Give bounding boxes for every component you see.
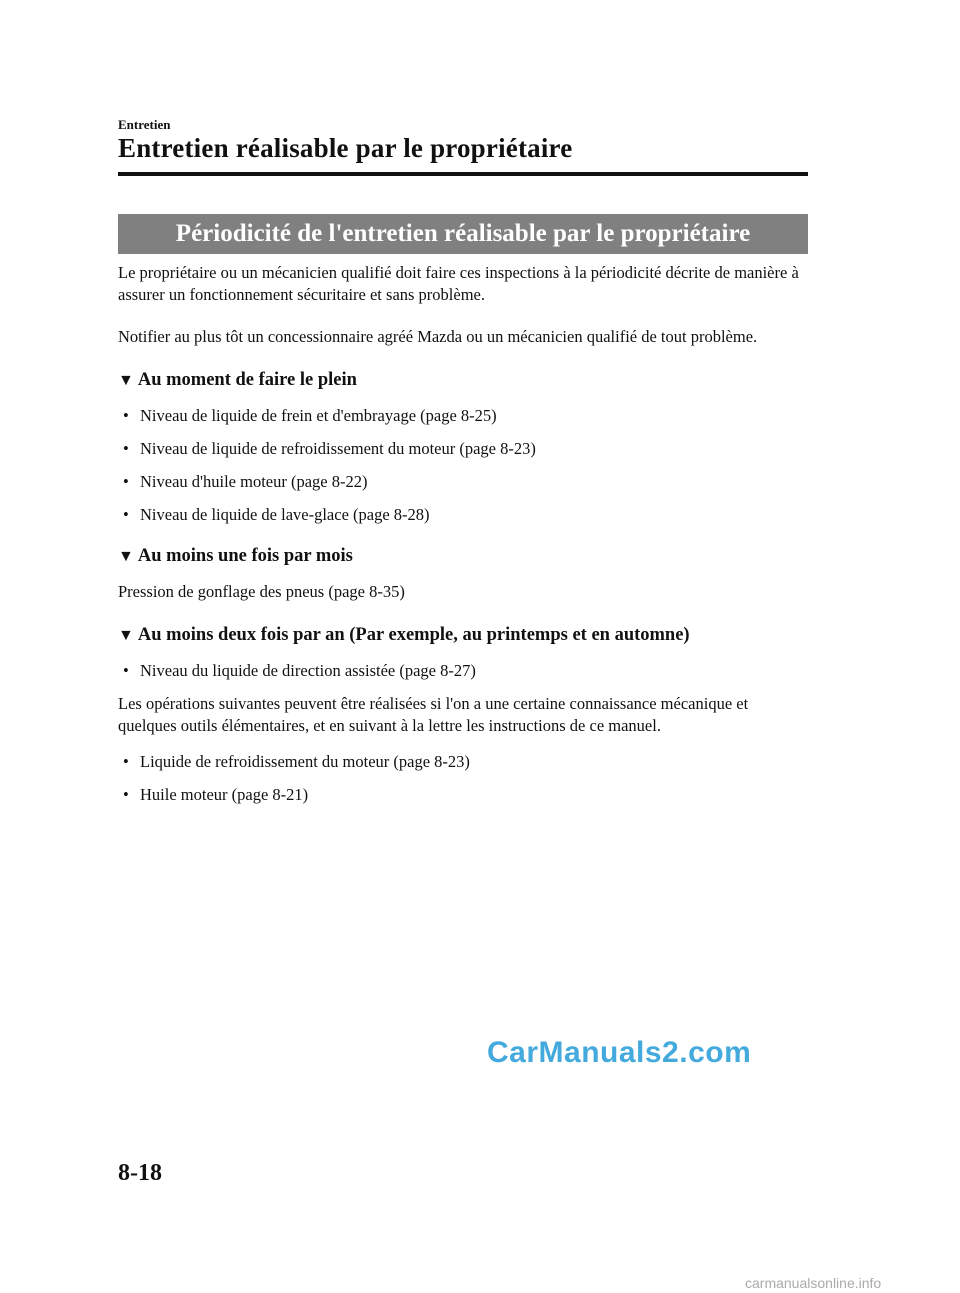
list-item-text: Niveau de liquide de lave-glace (page 8-28) <box>140 505 430 524</box>
checklist <box>118 660 808 682</box>
list-item-text: Liquide de refroidissement du moteur (page 8-23) <box>140 752 470 771</box>
triangle-down-icon: ▼ <box>118 627 134 644</box>
checklist <box>118 405 808 526</box>
title-rule <box>118 172 808 176</box>
bullet-icon: • <box>123 661 129 680</box>
triangle-down-icon: ▼ <box>118 372 134 389</box>
list-item <box>118 471 808 493</box>
intro-paragraph: Notifier au plus tôt un concessionnaire agréé Mazda ou un mécanicien qualifié de tout problème. <box>118 327 758 346</box>
watermark: CarManuals2.com <box>487 1036 752 1069</box>
list-item <box>118 660 808 682</box>
list-item <box>118 784 808 806</box>
bullet-icon: • <box>123 785 129 804</box>
bullet-icon: • <box>123 752 129 771</box>
list-item-text: Niveau de liquide de frein et d'embrayage (page 8-25) <box>140 406 497 425</box>
bullet-icon: • <box>123 439 129 458</box>
section-heading-text: Au moins une fois par mois <box>137 546 353 566</box>
page-number: 8-18 <box>118 1160 162 1186</box>
list-item-text: Niveau du liquide de direction assistée (page 8-27) <box>140 661 476 680</box>
chapter-title: Entretien réalisable par le propriétaire <box>118 133 573 163</box>
list-item <box>118 504 808 526</box>
section-paragraph: Pression de gonflage des pneus (page 8-35) <box>118 582 405 601</box>
section-heading <box>118 544 808 569</box>
list-item <box>118 405 808 427</box>
footer-url: carmanualsonline.info <box>745 1275 882 1291</box>
list-item-text: Niveau de liquide de refroidissement du moteur (page 8-23) <box>140 439 536 458</box>
bullet-icon: • <box>123 505 129 524</box>
section-label: Entretien <box>118 117 171 132</box>
checklist <box>118 751 808 806</box>
bullet-icon: • <box>123 472 129 491</box>
section-heading-text: Au moment de faire le plein <box>137 370 357 390</box>
bullet-icon: • <box>123 406 129 425</box>
list-item <box>118 438 808 460</box>
list-item-text: Huile moteur (page 8-21) <box>140 785 309 804</box>
content <box>118 262 808 824</box>
section-heading-text: Au moins deux fois par an (Par exemple, au printemps et en automne) <box>137 625 690 645</box>
list-item <box>118 751 808 773</box>
triangle-down-icon: ▼ <box>118 548 134 565</box>
section-paragraph: Les opérations suivantes peuvent être réalisées si l'on a une certaine connaissance mécanique et quelques outils élémentaires, et en suivant à la lettre les instructions de ce manuel. <box>118 694 749 735</box>
section-heading <box>118 623 808 648</box>
intro-paragraph: Le propriétaire ou un mécanicien qualifié doit faire ces inspections à la périodicité décrite de manière à assurer un fonctionnement sécuritaire et sans problème. <box>118 263 799 304</box>
section-heading <box>118 368 808 393</box>
section-banner: Périodicité de l'entretien réalisable par le propriétaire <box>118 214 808 254</box>
list-item-text: Niveau d'huile moteur (page 8-22) <box>140 472 368 491</box>
